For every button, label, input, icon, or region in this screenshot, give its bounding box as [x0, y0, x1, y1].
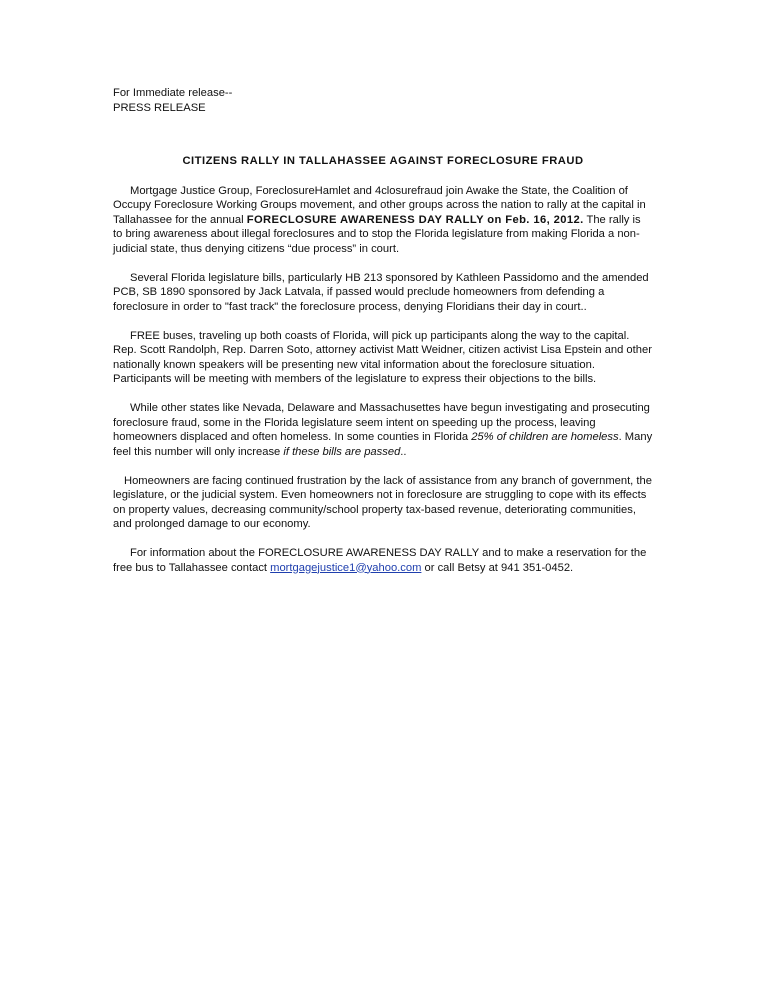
paragraph-1-text-b: The rally is to bring awareness about illegal foreclosures and to stop the Florida legislature from making Florida a non-judicial state, thus denying citizens “due process” in court. — [113, 213, 641, 255]
press-release-document — [113, 86, 653, 590]
paragraph-6 — [113, 546, 653, 575]
release-notice: For Immediate release-- — [113, 87, 233, 99]
rally-date-bold: FORECLOSURE AWARENESS DAY RALLY on Feb. 16, 2012. — [246, 213, 584, 226]
paragraph-6-text-a: For information about the FORECLOSURE AWARENESS DAY RALLY and to make a reservation for the free bus to Tallahassee contact — [113, 547, 647, 574]
paragraph-4-text-c: .. — [400, 445, 407, 458]
paragraph-4-text-b: . Many feel this number will only increase — [113, 431, 653, 458]
paragraph-2: Several Florida legislature bills, particularly HB 213 sponsored by Kathleen Passidomo and the amended PCB, SB 1890 sponsored by Jack Latvala, if passed would preclude homeowners from defending a foreclosure in order to "fast track" the foreclosure process, denying Floridians their day in court.. — [113, 271, 649, 313]
paragraph-6-text-b: or call Betsy at 941 351-0452. — [421, 561, 574, 574]
paragraph-4-text-a: While other states like Nevada, Delaware and Massachusettes have begun investigating and prosecuting foreclosure fraud, some in the Florida legislature seem intent on speeding up the process, leaving homeowners displaced and often homeless. In some counties in Florida — [113, 402, 650, 443]
paragraph-1 — [113, 184, 653, 257]
contact-email-link[interactable]: mortgagejustice1@yahoo.com — [270, 561, 422, 574]
homeless-stat-italic: 25% of children are homeless — [471, 431, 619, 443]
paragraph-1-text-a: Mortgage Justice Group, ForeclosureHamlet and 4closurefraud join Awake the State, the Coalition of Occupy Foreclosure Working Groups movement, and other groups across the nation to rally at the capital in Tallahassee for the annual — [113, 184, 646, 226]
paragraph-4 — [113, 401, 653, 459]
paragraph-3: FREE buses, traveling up both coasts of Florida, will pick up participants along the way to the capital. Rep. Scott Randolph, Rep. Darren Soto, attorney activist Matt Weidner, citizen activist Lisa Epstein and other nationally known speakers will be presenting new vital information about the foreclosure situation. Participants will be meeting with members of the legislature to express their objections to the bills. — [113, 329, 652, 385]
paragraph-5: Homeowners are facing continued frustration by the lack of assistance from any branch of government, the legislature, or the judicial system. Even homeowners not in foreclosure are struggling to cope with its effects on property values, decreasing community/school property tax-based revenue, deteriorating communities, and prolonged damage to our economy. — [113, 474, 652, 530]
document-title: CITIZENS RALLY IN TALLAHASSEE AGAINST FORECLOSURE FRAUD — [182, 155, 584, 167]
press-release-label: PRESS RELEASE — [113, 101, 206, 114]
bills-passed-italic: if these bills are passed — [283, 445, 401, 458]
